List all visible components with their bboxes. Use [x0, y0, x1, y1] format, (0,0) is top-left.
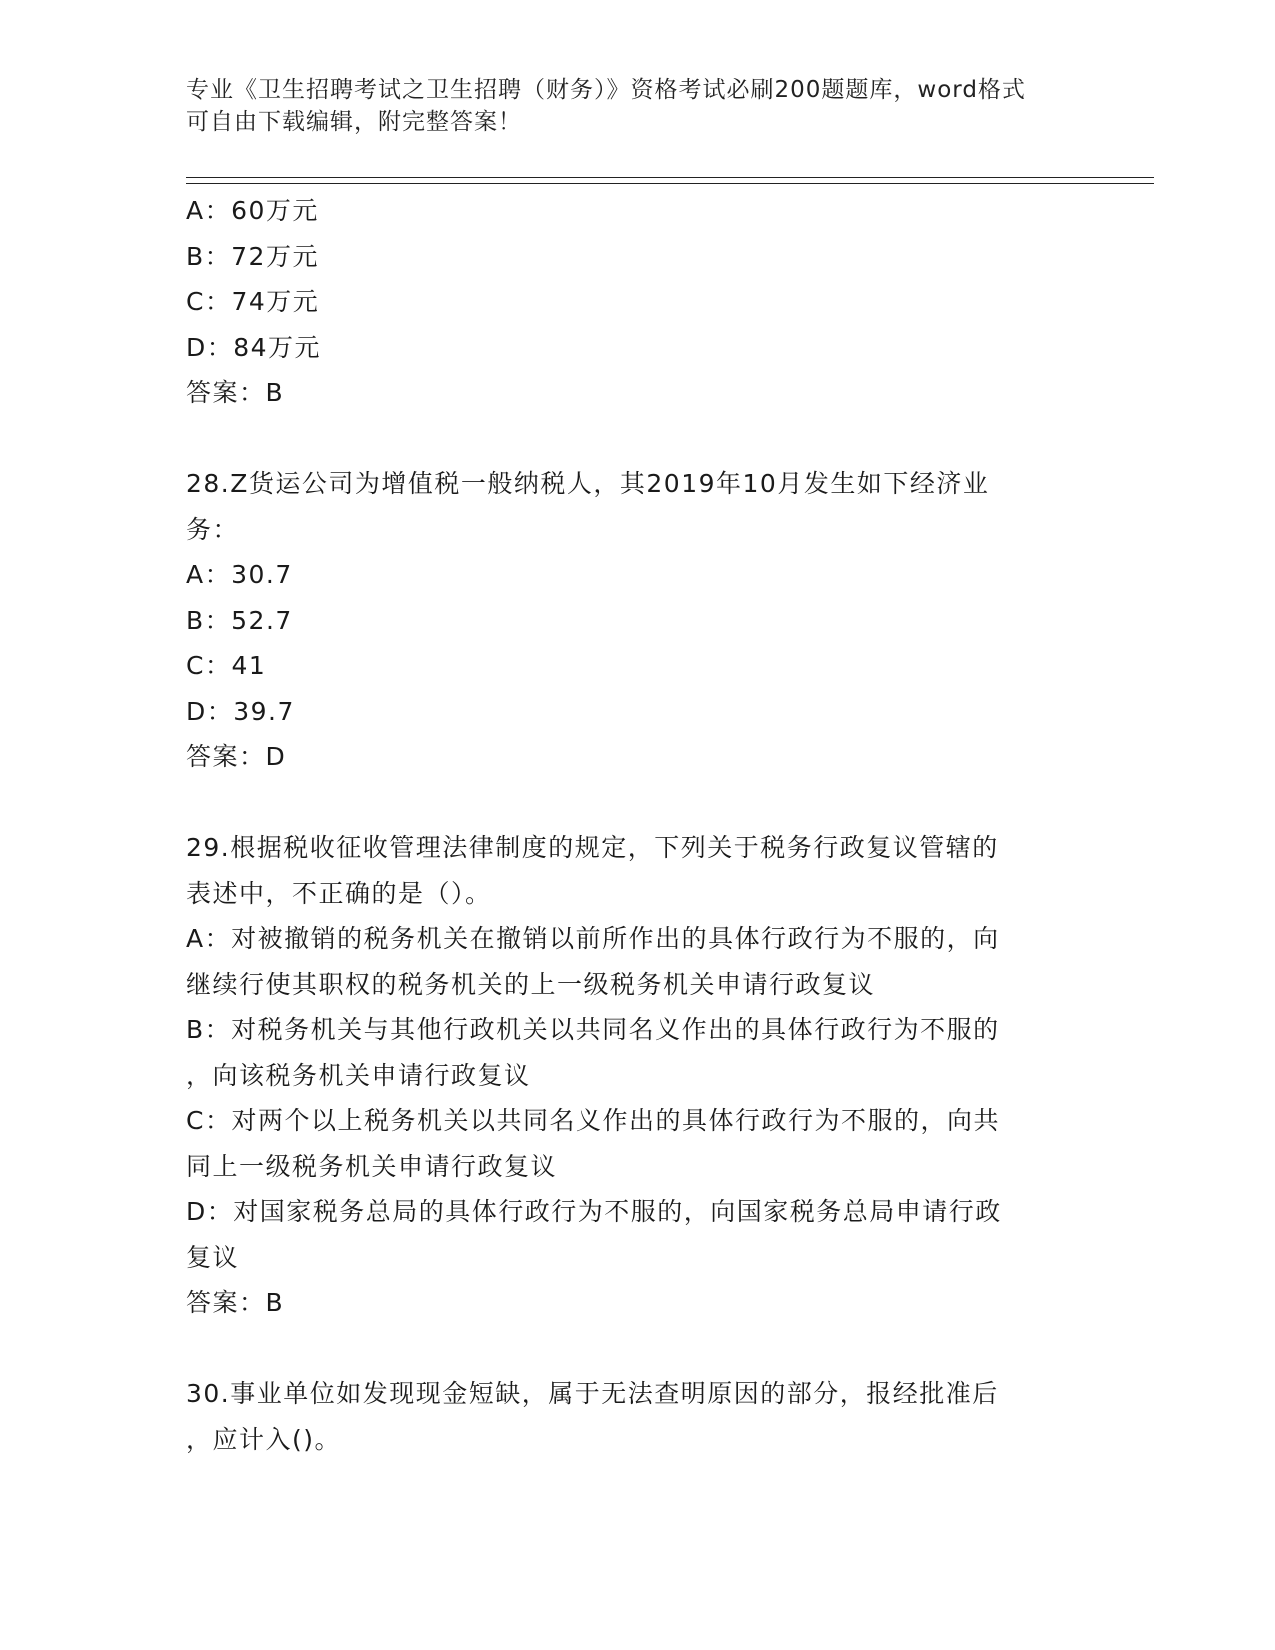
- option-a: A：60万元: [186, 196, 319, 225]
- question-content: [186, 188, 1086, 1462]
- option-d: D：39.7: [186, 696, 295, 726]
- question-stem-line: ，应计入()。: [186, 1424, 342, 1454]
- question-stem-line: 28.Z货运公司为增值税一般纳税人，其2019年10月发生如下经济业: [186, 469, 990, 498]
- spacer: [186, 416, 1086, 462]
- question-stem-line: 表述中，不正确的是（）。: [186, 878, 492, 908]
- option-c: C：41: [186, 651, 267, 680]
- header-line-1: 专业《卫生招聘考试之卫生招聘（财务）》资格考试必刷200题题库，word格式: [186, 77, 1026, 103]
- option-a: A：对被撤销的税务机关在撤销以前所作出的具体行政行为不服的，向: [186, 924, 1000, 953]
- question-stem-line: 29.根据税收征收管理法律制度的规定，下列关于税务行政复议管辖的: [186, 833, 999, 862]
- option-c-continued: 同上一级税务机关申请行政复议: [186, 1151, 558, 1181]
- option-c: C：对两个以上税务机关以共同名义作出的具体行政行为不服的，向共: [186, 1106, 1000, 1135]
- question-stem-line: 30.事业单位如发现现金短缺，属于无法查明原因的部分，报经批准后: [186, 1379, 999, 1408]
- document-header: [186, 74, 1066, 138]
- option-b-continued: ，向该税务机关申请行政复议: [186, 1060, 531, 1090]
- option-a: A：30.7: [186, 560, 293, 589]
- option-c: C：74万元: [186, 287, 320, 316]
- option-a-continued: 继续行使其职权的税务机关的上一级税务机关申请行政复议: [186, 969, 876, 999]
- question-28: [186, 461, 1086, 780]
- option-b: B：72万元: [186, 241, 319, 271]
- header-divider-top: [186, 177, 1154, 178]
- answer: 答案：D: [186, 742, 287, 771]
- header-divider-bottom: [186, 183, 1154, 184]
- question-29: [186, 825, 1086, 1326]
- question-27: [186, 188, 1086, 416]
- option-d: D：84万元: [186, 332, 322, 362]
- answer: 答案：B: [186, 1288, 285, 1317]
- spacer: [186, 1326, 1086, 1372]
- option-d: D：对国家税务总局的具体行政行为不服的，向国家税务总局申请行政: [186, 1197, 1002, 1226]
- question-stem-line: 务：: [186, 514, 240, 544]
- answer: 答案：B: [186, 378, 285, 407]
- question-30: [186, 1371, 1086, 1462]
- option-b: B：52.7: [186, 605, 293, 635]
- option-b: B：对税务机关与其他行政机关以共同名义作出的具体行政行为不服的: [186, 1015, 1000, 1044]
- spacer: [186, 780, 1086, 826]
- option-d-continued: 复议: [186, 1242, 240, 1272]
- header-line-2: 可自由下载编辑，附完整答案！: [186, 109, 522, 135]
